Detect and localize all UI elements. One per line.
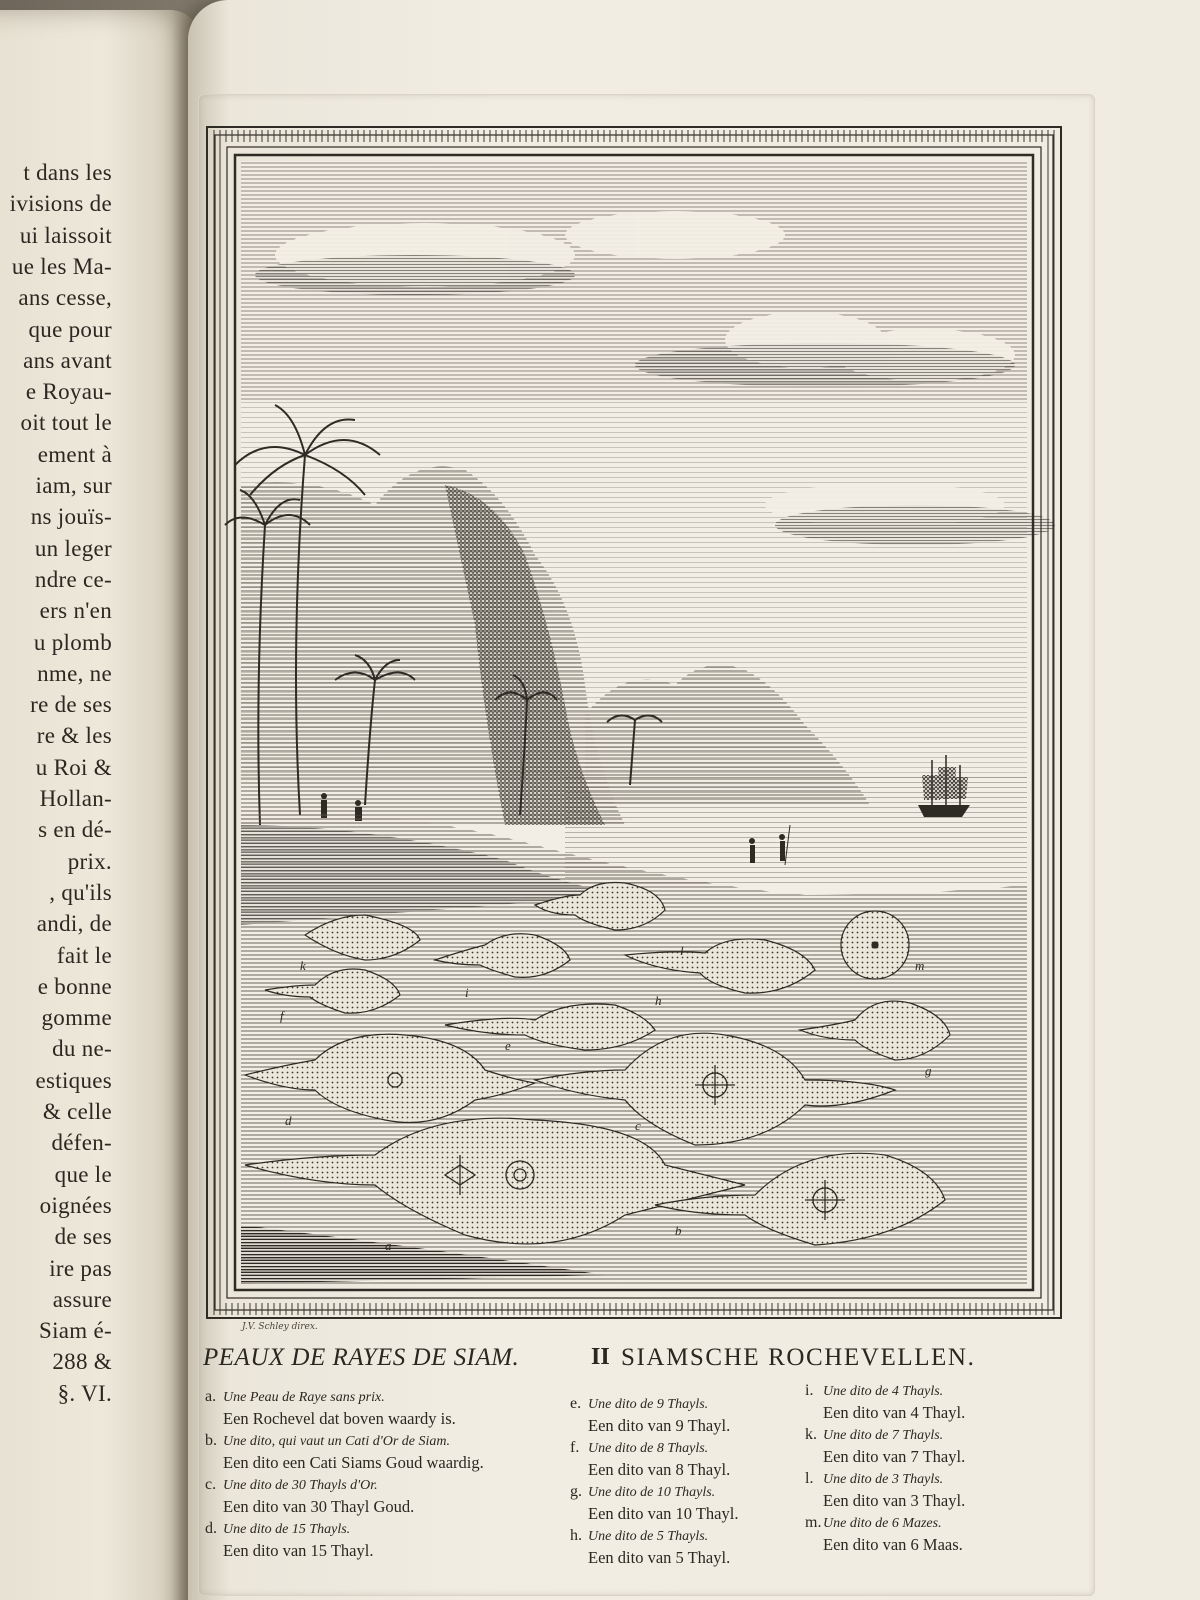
legend-entry [205, 1474, 484, 1496]
legend-column-2 [570, 1393, 738, 1569]
legend-dutch: Een dito van 10 Thayl. [588, 1504, 739, 1523]
legend-entry [805, 1424, 965, 1446]
legend-dutch-row [570, 1547, 738, 1569]
legend-letter: d. [205, 1520, 217, 1537]
legend-dutch: Een dito van 3 Thayl. [823, 1491, 966, 1510]
left-page-line: ement à [37, 441, 112, 467]
legend-french: Une dito de 15 Thayls. [223, 1522, 351, 1537]
left-page-line: §. VI. [57, 1380, 112, 1406]
legend-entry [805, 1512, 965, 1534]
legend-dutch: Een dito van 5 Thayl. [588, 1548, 731, 1567]
left-page-line: assure [52, 1286, 112, 1312]
legend-french: Une dito de 7 Thayls. [823, 1428, 944, 1443]
left-page-line: , qu'ils [49, 879, 112, 905]
legend-dutch-row [570, 1415, 738, 1437]
left-page-line: ans cesse, [18, 285, 112, 311]
legend-letter: b. [205, 1432, 217, 1449]
legend-dutch: Een dito van 7 Thayl. [823, 1447, 966, 1466]
legend-dutch: Een dito van 15 Thayl. [223, 1541, 374, 1560]
legend-dutch: Een dito van 30 Thayl Goud. [223, 1497, 415, 1516]
legend-letter: e. [570, 1395, 582, 1412]
legend-entry [205, 1386, 484, 1408]
legend-letter: c. [205, 1476, 217, 1493]
figure-letter-g: g [925, 1063, 932, 1078]
legend-dutch: Een dito van 8 Thayl. [588, 1460, 731, 1479]
legend-column-3 [805, 1380, 965, 1556]
title-french: PEAUX DE RAYES DE SIAM. [203, 1344, 520, 1371]
left-page-line: e Royau- [25, 379, 112, 405]
legend-entry [570, 1481, 738, 1503]
figure-letter-a: a [385, 1238, 392, 1253]
left-page-line: u plomb [33, 629, 112, 655]
left-page-line: que le [54, 1161, 112, 1187]
left-page-line: ns jouïs- [30, 504, 112, 530]
legend-letter: l. [805, 1470, 814, 1487]
legend-dutch: Een Rochevel dat boven waardy is. [223, 1409, 456, 1428]
left-page-line: re & les [36, 723, 112, 749]
legend-letter: m. [805, 1514, 822, 1531]
legend-dutch: Een dito van 6 Maas. [823, 1535, 963, 1554]
left-page-line: ivisions de [9, 191, 112, 217]
legend-entry [805, 1380, 965, 1402]
left-page-line: Siam é- [39, 1318, 112, 1344]
left-page-line: re de ses [30, 692, 112, 718]
left-page-line: iam, sur [35, 473, 112, 498]
legend-dutch-row [805, 1490, 965, 1512]
left-page-line: oignées [39, 1192, 112, 1218]
left-page-line: 288 & [52, 1349, 112, 1375]
figure-letter-c: c [635, 1118, 641, 1133]
legend-dutch-row [805, 1446, 965, 1468]
left-page-line: t dans les [23, 160, 112, 185]
left-page-line: de ses [54, 1224, 112, 1250]
legend-dutch: Een dito een Cati Siams Goud waardig. [223, 1453, 484, 1472]
figure-letter-k: k [300, 958, 306, 973]
legend-dutch-row [805, 1534, 965, 1556]
legend-french: Une dito de 3 Thayls. [823, 1472, 944, 1487]
legend-entry [205, 1430, 484, 1452]
left-page-line: estiques [35, 1067, 112, 1093]
left-page-line: oit tout le [20, 410, 112, 436]
left-page-line: ans avant [23, 347, 112, 373]
figure-letter-h: h [655, 993, 662, 1008]
title-separator: II [591, 1344, 610, 1370]
title-dutch: SIAMSCHE ROCHEVELLEN. [621, 1344, 976, 1371]
legend-dutch-row [570, 1503, 738, 1525]
landscape-scene [225, 161, 1055, 1284]
left-page-line: nme, ne [37, 660, 112, 686]
left-page-line: fait le [56, 942, 112, 968]
legend-letter: k. [805, 1426, 817, 1443]
figure-letter-b: b [675, 1223, 682, 1238]
plate-title [203, 1344, 1063, 1380]
left-page-line: Hollan- [39, 786, 112, 811]
legend-french: Une dito, qui vaut un Cati d'Or de Siam. [223, 1434, 450, 1449]
left-page-line: andi, de [36, 911, 112, 937]
left-page-line: défen- [51, 1130, 112, 1156]
legend-french: Une dito de 30 Thayls d'Or. [223, 1478, 378, 1493]
left-page-line: s en dé- [38, 817, 112, 843]
left-page [0, 10, 200, 1600]
legend-dutch-row [205, 1408, 484, 1430]
engraving [205, 125, 1063, 1320]
left-page-line: ue les Ma- [11, 253, 112, 279]
legend-column-1 [205, 1386, 484, 1562]
legend-dutch-row [805, 1402, 965, 1424]
left-page-line: que pour [28, 316, 112, 342]
legend-dutch: Een dito van 4 Thayl. [823, 1403, 966, 1422]
figure-letter-l: l [680, 943, 684, 958]
left-page-line: ui laissoit [19, 222, 112, 248]
legend-dutch-row [205, 1452, 484, 1474]
legend-letter: g. [570, 1483, 582, 1500]
legend-french: Une dito de 6 Mazes. [823, 1516, 942, 1531]
legend-entry [805, 1468, 965, 1490]
left-page-line: ers n'en [39, 598, 112, 624]
legend-french: Une dito de 5 Thayls. [588, 1529, 709, 1544]
figure-letter-f: f [280, 1008, 284, 1023]
legend-dutch-row [570, 1459, 738, 1481]
figure-letter-i: i [465, 985, 469, 1000]
legend-french: Une dito de 8 Thayls. [588, 1441, 709, 1456]
legend-french: Une dito de 9 Thayls. [588, 1397, 709, 1412]
figure-letter-e: e [505, 1038, 511, 1053]
left-page-line: e bonne [37, 973, 112, 999]
legend-letter: f. [570, 1439, 580, 1456]
left-page-line: un leger [34, 535, 112, 561]
legend-dutch: Een dito van 9 Thayl. [588, 1416, 731, 1435]
left-page-line: ndre ce- [34, 566, 112, 592]
legend-letter: a. [205, 1388, 217, 1405]
legend-entry [205, 1518, 484, 1540]
legend-entry [570, 1525, 738, 1547]
legend-letter: i. [805, 1382, 814, 1399]
legend-french: Une dito de 4 Thayls. [823, 1384, 944, 1399]
legend-letter: h. [570, 1527, 582, 1544]
engraver-credit: J.V. Schley direx. [242, 1322, 318, 1332]
legend-french: Une dito de 10 Thayls. [588, 1485, 716, 1500]
left-page-line: ire pas [49, 1255, 112, 1281]
left-page-line: prix. [67, 848, 112, 874]
left-page-line: & celle [42, 1099, 112, 1124]
legend-dutch-row [205, 1540, 484, 1562]
figure-letter-m: m [915, 958, 925, 973]
legend-entry [570, 1393, 738, 1415]
figure-letter-d: d [285, 1113, 292, 1128]
legend-entry [570, 1437, 738, 1459]
left-page-line: du ne- [52, 1036, 112, 1062]
legend-dutch-row [205, 1496, 484, 1518]
legend-french: Une Peau de Raye sans prix. [223, 1390, 385, 1405]
left-page-line: gomme [41, 1005, 112, 1031]
left-page-line: u Roi & [35, 754, 112, 780]
